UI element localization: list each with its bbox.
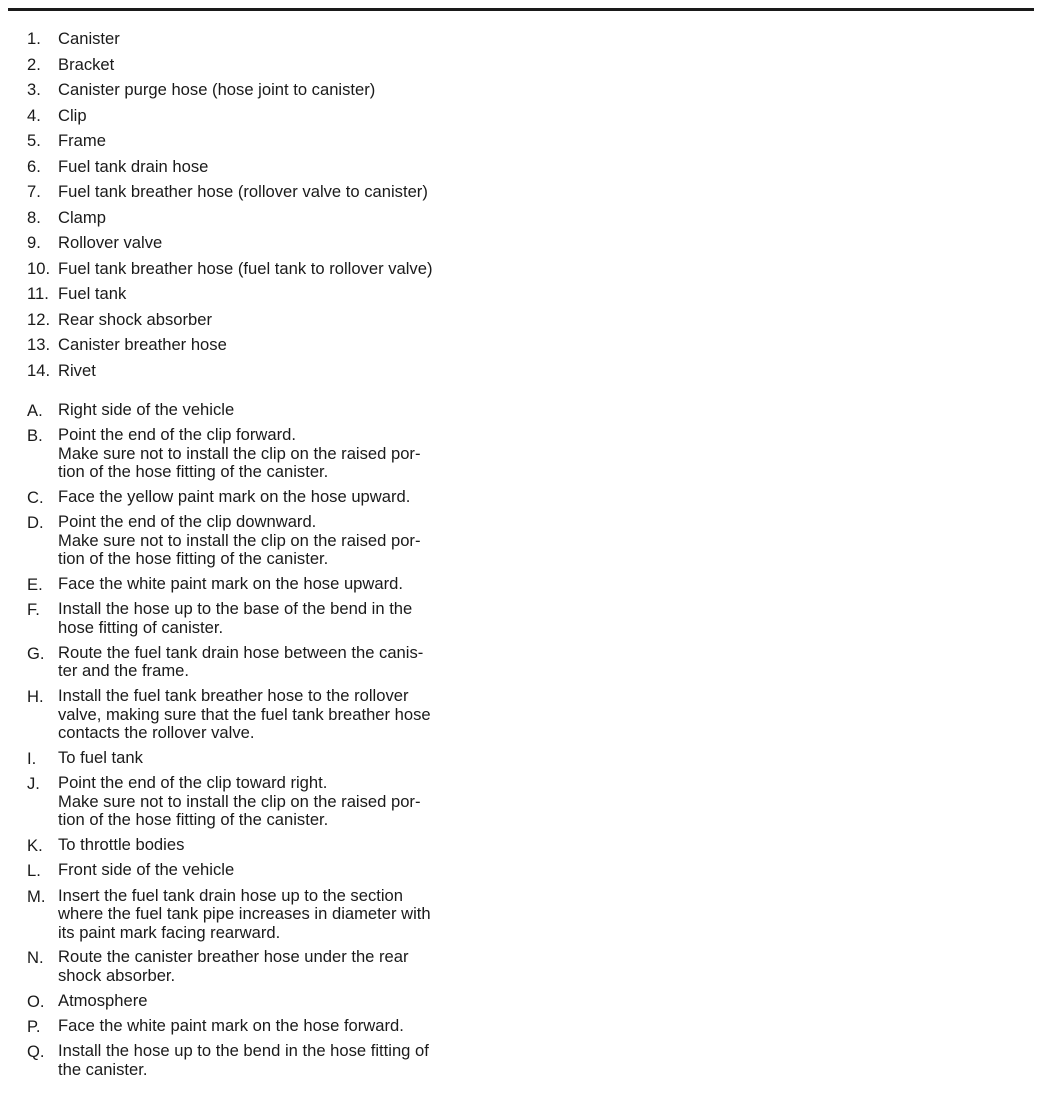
legend-key: 2.	[27, 54, 41, 74]
legend-text: Fuel tank drain hose	[58, 156, 209, 176]
legend-key: K.	[27, 835, 43, 855]
legend-key: N.	[27, 948, 44, 968]
legend-text: Front side of the vehicle	[58, 860, 235, 880]
legend-key: 10.	[27, 258, 51, 278]
legend-item	[27, 55, 497, 81]
legend-text: Install the fuel tank breather hose to the rollover valve, making sure that the fuel tank breather hose contacts the rollover valve.	[58, 686, 431, 743]
legend-text: Fuel tank	[58, 284, 127, 303]
legend-key: I.	[27, 748, 37, 768]
legend-item	[27, 401, 497, 420]
legend-text: Face the white paint mark on the hose forward.	[58, 1015, 404, 1035]
legend-item	[27, 1017, 497, 1036]
legend-text: Canister	[58, 29, 120, 48]
legend-item	[27, 687, 497, 743]
legend-key: 8.	[27, 207, 41, 227]
legend-text: Point the end of the clip toward right. Make sure not to install the clip on the raised por- tion of the hose fitting of the canister.	[58, 773, 421, 830]
legend-item	[27, 861, 497, 880]
legend-key: E.	[27, 575, 43, 595]
legend-item	[27, 80, 497, 106]
legend-text: Frame	[58, 131, 106, 150]
legend-item	[27, 774, 497, 830]
legend-key: F.	[27, 600, 40, 620]
legend-text: Face the yellow paint mark on the hose upward.	[58, 487, 411, 507]
legend-key: 6.	[27, 156, 41, 176]
legend-key: J.	[27, 774, 40, 794]
legend-item	[27, 1042, 497, 1079]
legend-text: Insert the fuel tank drain hose up to the section where the fuel tank pipe increases in diameter with its paint mark facing rearward.	[58, 885, 431, 942]
legend-text: Point the end of the clip forward. Make sure not to install the clip on the raised por- tion of the hose fitting of the canister.	[58, 425, 421, 482]
legend-text: Face the white paint mark on the hose upward.	[58, 574, 403, 594]
legend-key: 11.	[27, 284, 49, 303]
legend-text: Route the fuel tank drain hose between the canis- ter and the frame.	[58, 642, 424, 681]
legend-key: Q.	[27, 1042, 45, 1062]
legend-text: To throttle bodies	[58, 834, 185, 854]
legend-key: A.	[27, 401, 43, 420]
legend-item	[27, 836, 497, 855]
legend-item	[27, 208, 497, 234]
legend-key: O.	[27, 991, 45, 1011]
legend-key: 1.	[27, 29, 41, 48]
lettered-legend	[27, 401, 497, 1086]
legend-item	[27, 157, 497, 183]
legend-key: 3.	[27, 80, 41, 99]
legend-item	[27, 513, 497, 569]
legend-text: Rivet	[58, 360, 96, 380]
legend-key: D.	[27, 513, 44, 533]
legend-key: M.	[27, 886, 46, 906]
legend-key: 7.	[27, 182, 41, 201]
legend-text: Point the end of the clip downward. Make sure not to install the clip on the raised por- tion of the hose fitting of the canister.	[58, 512, 421, 569]
legend-key: 14.	[27, 360, 51, 380]
legend-text: To fuel tank	[58, 747, 143, 767]
legend-item	[27, 488, 497, 507]
legend-key: 12.	[27, 309, 51, 329]
legend-item	[27, 426, 497, 482]
legend-key: 9.	[27, 233, 41, 252]
legend-key: L.	[27, 861, 41, 881]
legend-item	[27, 992, 497, 1011]
legend-item	[27, 644, 497, 681]
legend-text: Install the hose up to the bend in the hose fitting of the canister.	[58, 1041, 429, 1079]
legend-item	[27, 948, 497, 985]
legend-text: Install the hose up to the base of the bend in the hose fitting of canister.	[58, 599, 413, 637]
legend-item	[27, 182, 497, 208]
legend-key: B.	[27, 426, 43, 446]
legend-text: Route the canister breather hose under the rear shock absorber.	[58, 947, 409, 985]
legend-key: 4.	[27, 105, 41, 125]
legend-item	[27, 335, 497, 361]
legend-item	[27, 131, 497, 157]
legend-text: Fuel tank breather hose (fuel tank to rollover valve)	[58, 258, 433, 278]
legend-item	[27, 749, 497, 768]
legend-text: Bracket	[58, 54, 115, 74]
legend-text: Rear shock absorber	[58, 309, 213, 329]
legend-text: Atmosphere	[58, 990, 148, 1010]
legend-text: Clamp	[58, 207, 106, 227]
legend-text: Canister breather hose	[58, 335, 227, 354]
legend-text: Clip	[58, 105, 87, 125]
top-rule	[8, 8, 1034, 11]
legend-item	[27, 600, 497, 637]
numbered-legend	[27, 29, 497, 386]
legend-item	[27, 361, 497, 387]
legend-item	[27, 29, 497, 55]
legend-item	[27, 106, 497, 132]
legend-key: G.	[27, 643, 45, 663]
legend-key: 13.	[27, 335, 51, 354]
legend-key: P.	[27, 1016, 41, 1036]
legend-item	[27, 259, 497, 285]
legend-text: Fuel tank breather hose (rollover valve to canister)	[58, 182, 428, 201]
legend-text: Rollover valve	[58, 233, 163, 252]
legend-item	[27, 310, 497, 336]
legend-item	[27, 233, 497, 259]
legend-item	[27, 575, 497, 594]
legend-item	[27, 284, 497, 310]
legend-item	[27, 887, 497, 943]
legend-key: C.	[27, 488, 44, 508]
legend-key: 5.	[27, 131, 41, 150]
legend-text: Canister purge hose (hose joint to canister)	[58, 80, 376, 99]
legend-text: Right side of the vehicle	[58, 400, 235, 419]
legend-key: H.	[27, 687, 44, 707]
